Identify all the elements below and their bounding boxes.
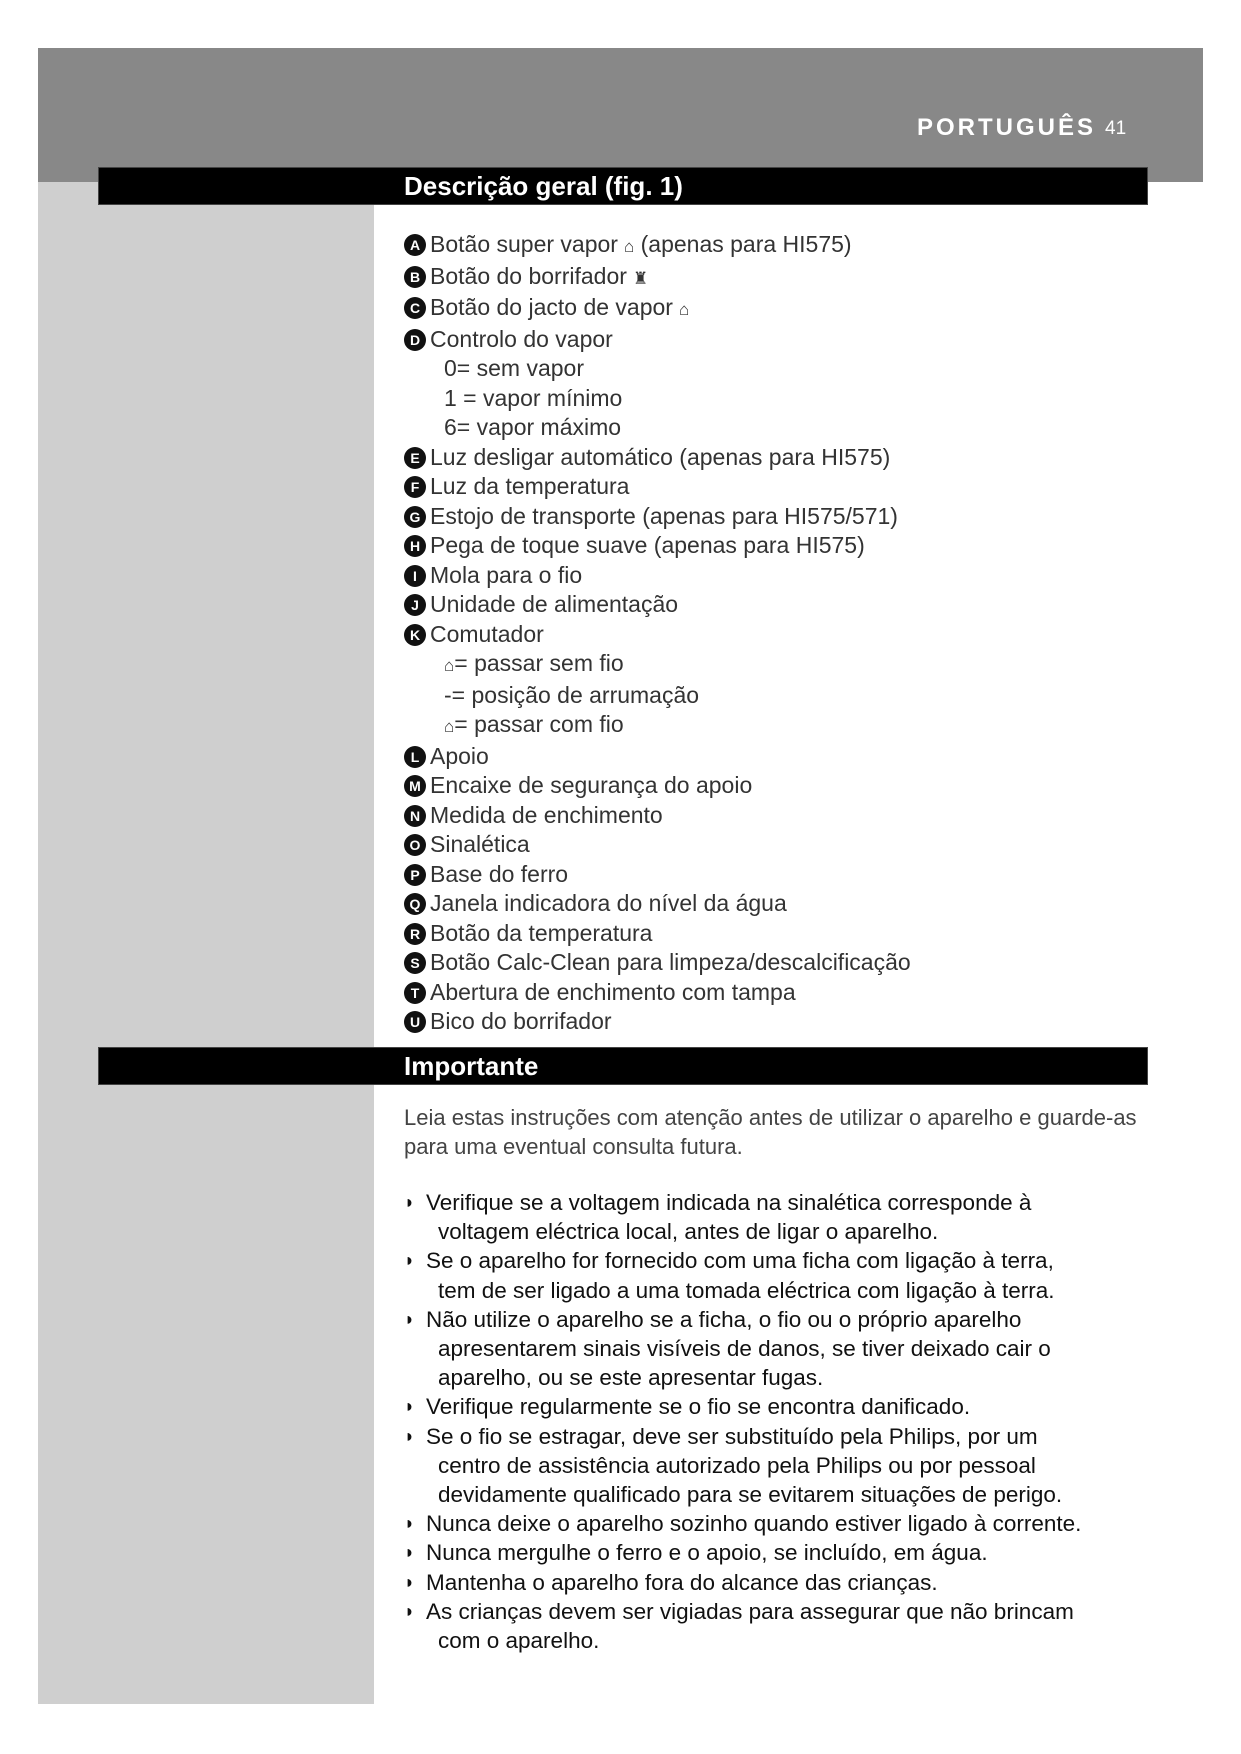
warning-text: As crianças devem ser vigiadas para assegurar que não brincam: [426, 1598, 1074, 1624]
part-marker: G: [404, 506, 426, 528]
part-item: [404, 230, 1184, 262]
part-item: [404, 889, 1184, 919]
part-marker: J: [404, 594, 426, 616]
part-label: Apoio: [430, 742, 489, 769]
important-intro: Leia estas instruções com atenção antes de utilizar o aparelho e guarde-as para uma eventual consulta futura.: [404, 1105, 1137, 1159]
warning-text: aparelho, ou se este apresentar fugas.: [438, 1365, 824, 1391]
part-label: 6= vapor máximo: [444, 414, 622, 440]
part-label: Unidade de alimentação: [430, 591, 679, 617]
part-item: [404, 531, 1184, 561]
part-item: [404, 384, 1184, 414]
bullet-icon: ◗: [404, 1308, 415, 1329]
part-item: [404, 681, 1184, 711]
warning-text: Se o aparelho for fornecido com uma ficha com ligação à terra,: [426, 1248, 1054, 1274]
part-item: [404, 742, 1184, 772]
part-label: Medida de enchimento: [430, 801, 663, 828]
part-label: Estojo de transporte (apenas para HI575/571): [430, 502, 898, 529]
important-section-bar: [98, 1047, 1148, 1085]
warning-text: centro de assistência autorizado pela Philips ou por pessoal: [438, 1452, 1036, 1478]
part-marker: S: [404, 952, 426, 974]
part-label: Controlo do vapor: [430, 325, 613, 352]
part-item: [404, 948, 1184, 978]
part-item: [404, 860, 1184, 890]
part-item: [404, 472, 1184, 502]
part-item: [404, 620, 1184, 650]
warning-text: apresentarem sinais visíveis de danos, se tiver deixado cair o: [438, 1336, 1051, 1362]
warnings-list: [404, 1188, 1164, 1655]
part-label: Janela indicadora do nível da água: [430, 890, 787, 916]
warning-item: [404, 1392, 1164, 1421]
bullet-icon: ◗: [404, 1396, 415, 1417]
part-note: (apenas para HI575): [634, 231, 852, 257]
bullet-icon: ◗: [404, 1192, 415, 1212]
warning-text: Mantenha o aparelho fora do alcance das crianças.: [426, 1569, 938, 1595]
left-margin-column: [38, 182, 374, 1704]
iron-symbol-icon: ⌂: [444, 656, 455, 675]
part-item: [404, 919, 1184, 949]
part-item: [404, 1007, 1184, 1037]
part-label: Encaixe de segurança do apoio: [430, 772, 753, 798]
language-heading: PORTUGUÊS: [916, 114, 1096, 141]
warning-text: devidamente qualificado para se evitarem situações de perigo.: [438, 1482, 1063, 1508]
part-item: [404, 443, 1184, 473]
part-label: -= posição de arrumação: [444, 681, 700, 708]
part-label: Luz desligar automático (apenas para HI575): [430, 443, 891, 470]
part-marker: I: [404, 565, 426, 587]
button-symbol-icon: ♜: [632, 268, 649, 288]
button-symbol-icon: ⌂: [678, 300, 690, 319]
warning-text: Nunca mergulhe o ferro e o apoio, se incluído, em água.: [426, 1540, 988, 1566]
part-item: [404, 801, 1184, 831]
iron-symbol-icon: ⌂: [444, 717, 455, 736]
part-item: [404, 262, 1184, 294]
part-label: Abertura de enchimento com tampa: [430, 978, 796, 1005]
part-label: Botão Calc-Clean para limpeza/descalcificação: [430, 949, 911, 975]
part-label: = passar sem fio: [454, 650, 624, 676]
warning-text: com o aparelho.: [438, 1628, 600, 1654]
part-label: Mola para o fio: [430, 561, 583, 588]
warning-text: voltagem eléctrica local, antes de ligar o aparelho.: [438, 1219, 939, 1245]
bullet-icon: ◗: [404, 1571, 415, 1592]
parts-list: [404, 230, 1184, 1037]
part-item: [404, 710, 1184, 742]
description-section-bar: [98, 167, 1148, 205]
warning-item: [404, 1305, 1164, 1393]
warning-item: [404, 1188, 1164, 1246]
part-label: 0= sem vapor: [444, 355, 584, 381]
bullet-icon: ◗: [404, 1425, 415, 1446]
part-label: Comutador: [430, 620, 544, 647]
warning-text: Se o fio se estragar, deve ser substituído pela Philips, por um: [426, 1423, 1038, 1449]
part-item: [404, 830, 1184, 860]
part-marker: K: [404, 624, 426, 646]
part-label: Bico do borrifador: [430, 1008, 612, 1034]
bullet-icon: ◗: [404, 1513, 415, 1534]
part-item: [404, 590, 1184, 620]
part-item: [404, 771, 1184, 801]
part-marker: N: [404, 805, 426, 827]
part-label: Base do ferro: [430, 860, 569, 887]
part-marker: U: [404, 1011, 426, 1033]
warning-text: Verifique se a voltagem indicada na sinalética corresponde à: [426, 1190, 1032, 1215]
part-marker: Q: [404, 893, 426, 915]
part-label: Botão do borrifador: [430, 262, 627, 289]
important-title: Importante: [404, 1051, 539, 1081]
part-marker: L: [404, 746, 426, 768]
part-label: Botão do jacto de vapor: [430, 294, 673, 320]
warning-item: [404, 1597, 1164, 1655]
part-item: [404, 293, 1184, 325]
part-label: Pega de toque suave (apenas para HI575): [430, 532, 865, 558]
part-item: [404, 502, 1184, 532]
part-marker: D: [404, 329, 426, 351]
part-item: [404, 561, 1184, 591]
part-marker: M: [404, 775, 426, 797]
warning-text: tem de ser ligado a uma tomada eléctrica com ligação à terra.: [438, 1277, 1055, 1303]
part-marker: E: [404, 447, 426, 469]
part-marker: O: [404, 834, 426, 856]
part-item: [404, 978, 1184, 1008]
part-item: [404, 649, 1184, 681]
warning-item: [404, 1246, 1164, 1304]
part-marker: T: [404, 982, 426, 1004]
warning-item: [404, 1568, 1164, 1597]
part-label: Sinalética: [430, 831, 530, 857]
part-label: 1 = vapor mínimo: [444, 384, 623, 411]
part-item: [404, 413, 1184, 443]
part-item: [404, 325, 1184, 355]
part-label: Luz da temperatura: [430, 473, 630, 499]
part-label: Botão super vapor: [430, 231, 618, 257]
part-label: = passar com fio: [454, 711, 624, 737]
warning-item: [404, 1509, 1164, 1538]
part-label: Botão da temperatura: [430, 919, 653, 946]
bullet-icon: ◗: [404, 1600, 415, 1621]
warning-text: Verifique regularmente se o fio se encontra danificado.: [426, 1394, 971, 1420]
warning-item: [404, 1538, 1164, 1567]
page-number: 41: [1105, 118, 1127, 139]
warning-item: [404, 1422, 1164, 1510]
part-marker: B: [404, 266, 426, 288]
part-marker: A: [404, 234, 426, 256]
bullet-icon: ◗: [404, 1542, 415, 1563]
part-marker: F: [404, 476, 426, 498]
description-title: Descrição geral (fig. 1): [404, 171, 683, 201]
part-item: [404, 354, 1184, 384]
warning-text: Nunca deixe o aparelho sozinho quando estiver ligado à corrente.: [426, 1511, 1082, 1537]
bullet-icon: ◗: [404, 1250, 415, 1271]
part-marker: C: [404, 297, 426, 319]
part-marker: H: [404, 535, 426, 557]
button-symbol-icon: ⌂: [623, 237, 635, 256]
part-marker: P: [404, 864, 426, 886]
warning-text: Não utilize o aparelho se a ficha, o fio ou o próprio aparelho: [426, 1306, 1022, 1332]
part-marker: R: [404, 923, 426, 945]
